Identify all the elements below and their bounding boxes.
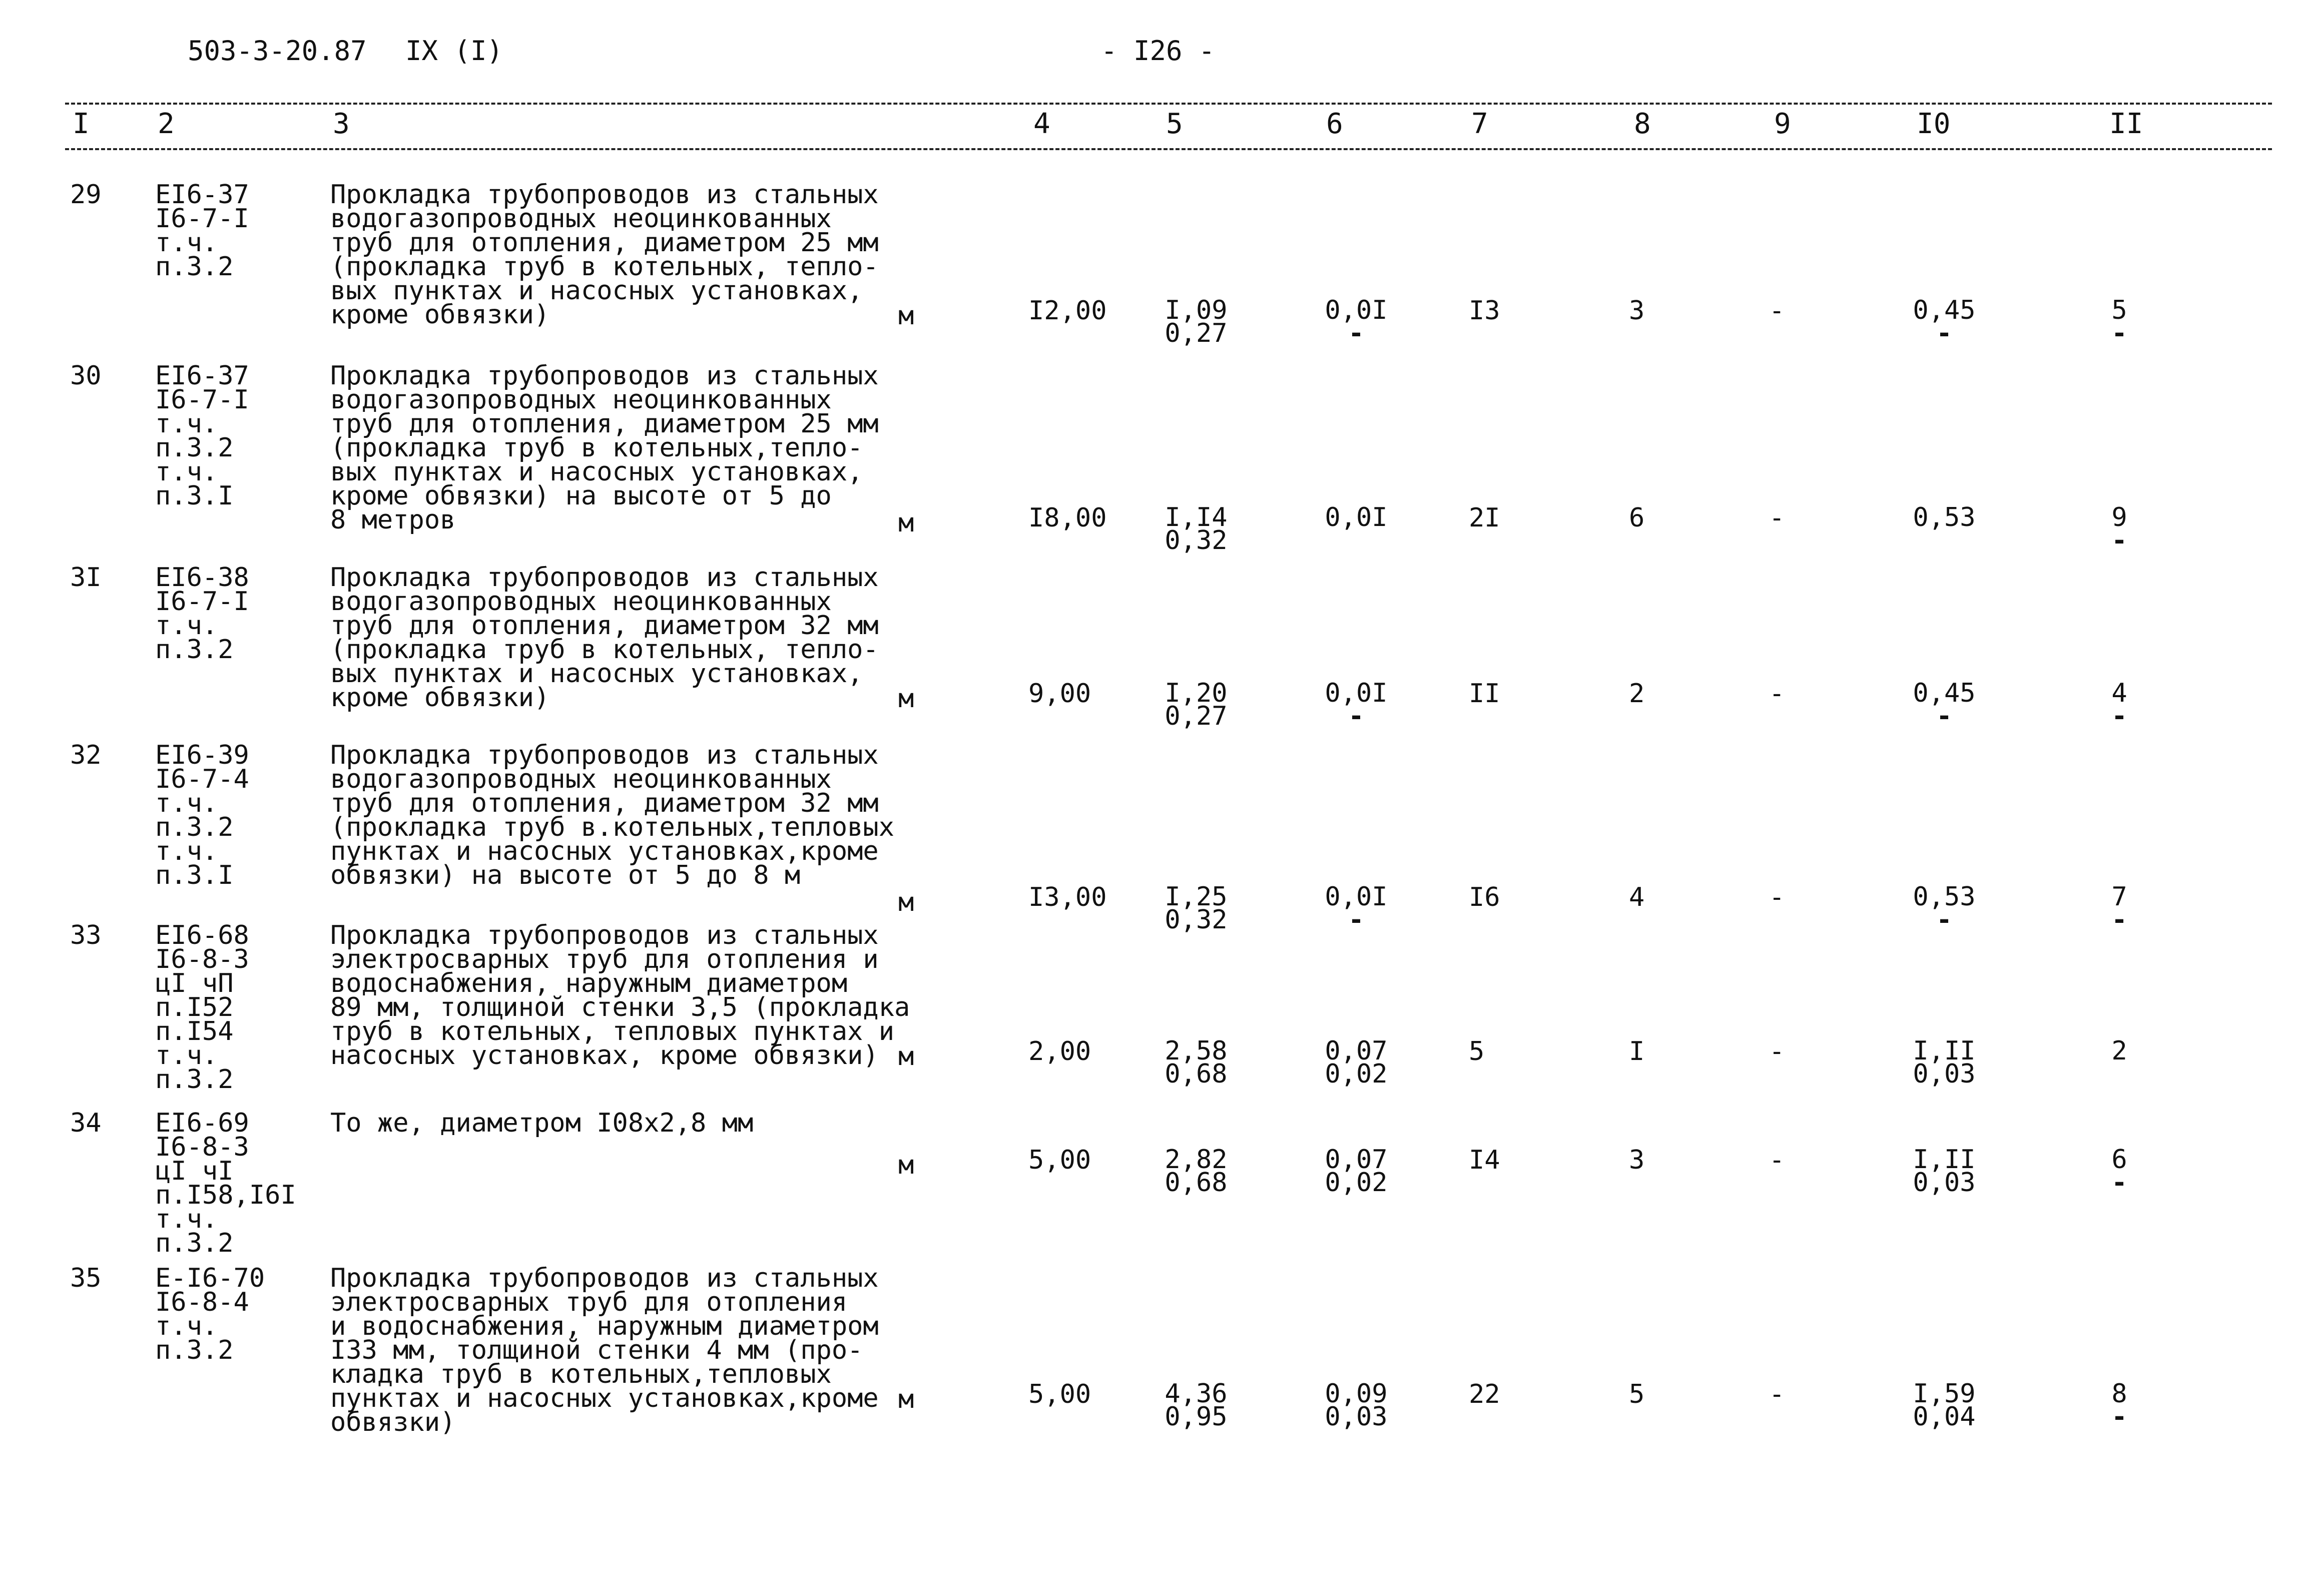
row-codes-line: E-I6-70 bbox=[155, 1263, 265, 1293]
row-col11-bottom bbox=[2084, 1062, 2154, 1086]
row-col10-bottom: 0,03 bbox=[1913, 1059, 1976, 1089]
row-description-line: труб для отопления, диаметром 25 мм bbox=[330, 228, 879, 258]
col-head-11: II bbox=[2109, 108, 2143, 140]
row-col8: 2 bbox=[1629, 679, 1645, 709]
row-unit: м bbox=[898, 1384, 914, 1414]
row-col6-bottom: 0,02 bbox=[1325, 1168, 1388, 1198]
row-col5-bottom: 0,68 bbox=[1165, 1168, 1228, 1198]
row-col11-top: 6 bbox=[2111, 1145, 2127, 1175]
row-description-line: и водоснабжения, наружным диаметром bbox=[330, 1311, 879, 1341]
row-col6 bbox=[1321, 1379, 1391, 1432]
row-codes-line: т.ч. bbox=[155, 836, 218, 866]
row-col10 bbox=[1909, 295, 1979, 348]
row-description-line: (прокладка труб в котельных, тепло- bbox=[330, 252, 879, 282]
row-number: 30 bbox=[70, 361, 102, 391]
col-head-7: 7 bbox=[1471, 108, 1488, 140]
row-col6-top: 0,09 bbox=[1325, 1379, 1388, 1409]
row-codes-line: I6-8-3 bbox=[155, 1132, 249, 1162]
row-col6 bbox=[1321, 1036, 1391, 1089]
row-col11 bbox=[2084, 295, 2154, 348]
row-col5-top: I,I4 bbox=[1165, 502, 1228, 533]
row-col5 bbox=[1161, 1379, 1231, 1432]
row-col7: 2I bbox=[1469, 503, 1500, 533]
row-codes-line: EI6-38 bbox=[155, 563, 249, 593]
row-col6-bottom: - bbox=[1348, 701, 1364, 731]
row-description-line: 89 мм, толщиной стенки 3,5 (прокладка bbox=[330, 992, 910, 1022]
row-col11-top: 9 bbox=[2111, 502, 2127, 533]
row-description-line: Прокладка трубопроводов из стальных bbox=[330, 563, 879, 593]
row-col6-top: 0,0I bbox=[1325, 295, 1388, 325]
row-col10-top: I,II bbox=[1913, 1145, 1976, 1175]
row-description-line: 8 метров bbox=[330, 505, 456, 535]
row-col10-bottom: - bbox=[1936, 701, 1952, 731]
row-col6-top: 0,0I bbox=[1325, 502, 1388, 533]
row-description bbox=[330, 563, 879, 713]
row-col10-bottom: - bbox=[1936, 905, 1952, 935]
row-unit: м bbox=[898, 1041, 914, 1072]
row-unit: м bbox=[898, 301, 914, 331]
row-col11-top: 2 bbox=[2111, 1036, 2127, 1066]
section-label: IX (I) bbox=[405, 35, 503, 67]
row-description bbox=[330, 1108, 754, 1138]
row-col11 bbox=[2084, 1036, 2154, 1086]
row-description-line: Прокладка трубопроводов из стальных bbox=[330, 740, 879, 770]
row-col11-bottom: - bbox=[2111, 905, 2127, 935]
row-col10-bottom: 0,03 bbox=[1913, 1168, 1976, 1198]
row-codes-line: п.3.2 bbox=[155, 1065, 234, 1095]
row-codes-line: EI6-69 bbox=[155, 1108, 249, 1138]
row-col5-bottom: 0,32 bbox=[1165, 525, 1228, 556]
row-col5-bottom: 0,68 bbox=[1165, 1059, 1228, 1089]
row-codes-line: т.ч. bbox=[155, 788, 218, 818]
row-col11-top: 8 bbox=[2111, 1379, 2127, 1409]
row-col10 bbox=[1909, 1036, 1979, 1089]
row-description-line: электросварных труб для отопления и bbox=[330, 944, 879, 974]
row-codes-line: п.3.2 bbox=[155, 1335, 234, 1365]
row-col5-bottom: 0,27 bbox=[1165, 701, 1228, 731]
col-head-6: 6 bbox=[1326, 108, 1343, 140]
col-head-5: 5 bbox=[1166, 108, 1183, 140]
row-codes-line: п.I54 bbox=[155, 1016, 234, 1046]
col-head-10: I0 bbox=[1917, 108, 1951, 140]
row-col9: - bbox=[1769, 1145, 1785, 1175]
row-codes-line: п.I52 bbox=[155, 992, 234, 1022]
row-col8: 5 bbox=[1629, 1379, 1645, 1409]
row-codes-line: I6-7-I bbox=[155, 587, 249, 617]
row-col7: 5 bbox=[1469, 1036, 1485, 1067]
row-codes-line: п.3.2 bbox=[155, 252, 234, 282]
row-col5-top: I,20 bbox=[1165, 678, 1228, 708]
row-col5-top: I,09 bbox=[1165, 295, 1228, 325]
row-codes bbox=[155, 361, 249, 511]
col-head-2: 2 bbox=[158, 108, 175, 140]
row-col5-bottom: 0,32 bbox=[1165, 905, 1228, 935]
row-col10-bottom: - bbox=[1936, 318, 1952, 348]
row-col8: I bbox=[1629, 1036, 1645, 1067]
row-col8: 3 bbox=[1629, 1145, 1645, 1175]
row-col5 bbox=[1161, 502, 1231, 556]
row-description-line: обвязки) bbox=[330, 1407, 456, 1437]
row-quantity: 5,00 bbox=[1028, 1145, 1091, 1175]
row-codes bbox=[155, 740, 249, 890]
row-col8: 4 bbox=[1629, 882, 1645, 912]
row-description-line: Прокладка трубопроводов из стальных bbox=[330, 180, 879, 210]
row-col11-bottom: - bbox=[2111, 318, 2127, 348]
page-number: - I26 - bbox=[1101, 35, 1215, 67]
row-codes-line: I6-7-I bbox=[155, 204, 249, 234]
row-description-line: труб в котельных, тепловых пунктах и bbox=[330, 1016, 895, 1046]
row-col5-top: 4,36 bbox=[1165, 1379, 1228, 1409]
row-quantity: I8,00 bbox=[1028, 503, 1107, 533]
row-quantity: 2,00 bbox=[1028, 1036, 1091, 1067]
row-col10-top: 0,53 bbox=[1913, 502, 1976, 533]
row-codes-line: I6-7-4 bbox=[155, 764, 249, 794]
row-col6-top: 0,07 bbox=[1325, 1036, 1388, 1066]
row-col9: - bbox=[1769, 296, 1785, 326]
row-description-line: кроме обвязки) bbox=[330, 300, 550, 330]
row-codes-line: I6-8-4 bbox=[155, 1287, 249, 1317]
row-col11-bottom: - bbox=[2111, 701, 2127, 731]
row-col7: I3 bbox=[1469, 296, 1500, 326]
row-col9: - bbox=[1769, 1036, 1785, 1067]
row-description-line: водогазопроводных неоцинкованных bbox=[330, 764, 832, 794]
row-number: 33 bbox=[70, 920, 102, 950]
row-description-line: Прокладка трубопроводов из стальных bbox=[330, 361, 879, 391]
row-col9: - bbox=[1769, 679, 1785, 709]
row-col6-bottom: 0,02 bbox=[1325, 1059, 1388, 1089]
col-head-1: I bbox=[73, 108, 90, 140]
row-col5-bottom: 0,27 bbox=[1165, 318, 1228, 348]
row-col5 bbox=[1161, 1036, 1231, 1089]
row-description-line: вых пунктах и насосных установках, bbox=[330, 659, 863, 689]
row-description-line: электросварных труб для отопления bbox=[330, 1287, 848, 1317]
row-codes-line: т.ч. bbox=[155, 409, 218, 439]
row-codes bbox=[155, 1263, 265, 1365]
col-head-4: 4 bbox=[1033, 108, 1050, 140]
row-col10 bbox=[1909, 882, 1979, 935]
row-col10-top: 0,45 bbox=[1913, 295, 1976, 325]
row-col6-top: 0,07 bbox=[1325, 1145, 1388, 1175]
row-codes-line: п.3.2 bbox=[155, 635, 234, 665]
row-description-line: водогазопроводных неоцинкованных bbox=[330, 385, 832, 415]
row-col5 bbox=[1161, 882, 1231, 935]
row-codes-line: п.3.2 bbox=[155, 1228, 234, 1258]
col-head-9: 9 bbox=[1774, 108, 1791, 140]
row-description-line: водогазопроводных неоцинкованных bbox=[330, 204, 832, 234]
row-number: 3I bbox=[70, 563, 102, 593]
row-col10-top: 0,45 bbox=[1913, 678, 1976, 708]
row-codes-line: т.ч. bbox=[155, 1204, 218, 1234]
row-description-line: водоснабжения, наружным диаметром bbox=[330, 968, 848, 998]
row-codes bbox=[155, 180, 249, 282]
row-col5 bbox=[1161, 295, 1231, 348]
row-col10-top: I,II bbox=[1913, 1036, 1976, 1066]
row-codes-line: т.ч. bbox=[155, 1040, 218, 1071]
row-col6-bottom: - bbox=[1348, 905, 1364, 935]
row-description-line: пунктах и насосных установках,кроме bbox=[330, 1383, 879, 1413]
row-description bbox=[330, 1263, 879, 1437]
row-description-line: вых пунктах и насосных установках, bbox=[330, 457, 863, 487]
row-col7: 22 bbox=[1469, 1379, 1500, 1409]
row-col6-bottom: 0,03 bbox=[1325, 1402, 1388, 1432]
row-col6-top: 0,0I bbox=[1325, 882, 1388, 912]
row-col5-bottom: 0,95 bbox=[1165, 1402, 1228, 1432]
col-head-8: 8 bbox=[1634, 108, 1651, 140]
row-col10 bbox=[1909, 1379, 1979, 1432]
row-description-line: (прокладка труб в котельных,тепло- bbox=[330, 433, 863, 463]
row-description bbox=[330, 180, 879, 330]
row-quantity: I2,00 bbox=[1028, 296, 1107, 326]
row-col10 bbox=[1909, 1145, 1979, 1198]
row-col6 bbox=[1321, 1145, 1391, 1198]
row-codes-line: т.ч. bbox=[155, 611, 218, 641]
row-quantity: I3,00 bbox=[1028, 882, 1107, 912]
row-number: 29 bbox=[70, 180, 102, 210]
row-description-line: (прокладка труб в котельных, тепло- bbox=[330, 635, 879, 665]
row-unit: м bbox=[898, 887, 914, 917]
row-description-line: вых пунктах и насосных установках, bbox=[330, 276, 863, 306]
row-description bbox=[330, 740, 895, 890]
row-codes-line: т.ч. bbox=[155, 457, 218, 487]
row-number: 34 bbox=[70, 1108, 102, 1138]
row-col11-bottom: - bbox=[2111, 1402, 2127, 1432]
row-description-line: труб для отопления, диаметром 32 мм bbox=[330, 788, 879, 818]
row-codes-line: цI чП bbox=[155, 968, 234, 998]
row-codes-line: п.I58,I6I bbox=[155, 1180, 296, 1210]
row-col6 bbox=[1321, 678, 1391, 731]
row-col7: II bbox=[1469, 679, 1500, 709]
row-col11-top: 5 bbox=[2111, 295, 2127, 325]
row-col8: 3 bbox=[1629, 296, 1645, 326]
row-col9: - bbox=[1769, 503, 1785, 533]
row-codes-line: EI6-39 bbox=[155, 740, 249, 770]
row-description-line: Прокладка трубопроводов из стальных bbox=[330, 920, 879, 950]
row-description-line: То же, диаметром I08x2,8 мм bbox=[330, 1108, 754, 1138]
row-description bbox=[330, 361, 879, 535]
row-description-line: труб для отопления, диаметром 32 мм bbox=[330, 611, 879, 641]
row-codes-line: I6-8-3 bbox=[155, 944, 249, 974]
row-description-line: пунктах и насосных установках,кроме bbox=[330, 836, 879, 866]
row-col6 bbox=[1321, 295, 1391, 348]
row-codes-line: EI6-68 bbox=[155, 920, 249, 950]
row-col11 bbox=[2084, 1379, 2154, 1432]
row-col5-top: 2,82 bbox=[1165, 1145, 1228, 1175]
row-description-line: I33 мм, толщиной стенки 4 мм (про- bbox=[330, 1335, 863, 1365]
row-col10-top: I,59 bbox=[1913, 1379, 1976, 1409]
row-codes-line: т.ч. bbox=[155, 1311, 218, 1341]
row-description-line: кладка труб в котельных,тепловых bbox=[330, 1359, 832, 1389]
row-codes-line: п.3.2 bbox=[155, 812, 234, 842]
row-codes-line: EI6-37 bbox=[155, 361, 249, 391]
row-number: 35 bbox=[70, 1263, 102, 1293]
row-description-line: (прокладка труб в.котельных,тепловых bbox=[330, 812, 895, 842]
row-col5 bbox=[1161, 678, 1231, 731]
row-col11-top: 7 bbox=[2111, 882, 2127, 912]
row-description-line: Прокладка трубопроводов из стальных bbox=[330, 1263, 879, 1293]
row-unit: м bbox=[898, 1150, 914, 1180]
row-col10 bbox=[1909, 678, 1979, 731]
row-col11 bbox=[2084, 882, 2154, 935]
row-col5 bbox=[1161, 1145, 1231, 1198]
row-col10-bottom: 0,04 bbox=[1913, 1402, 1976, 1432]
row-quantity: 5,00 bbox=[1028, 1379, 1091, 1409]
row-col11-bottom: - bbox=[2111, 1168, 2127, 1198]
row-quantity: 9,00 bbox=[1028, 679, 1091, 709]
row-description-line: обвязки) на высоте от 5 до 8 м bbox=[330, 860, 801, 890]
row-codes bbox=[155, 920, 249, 1095]
row-col11 bbox=[2084, 678, 2154, 731]
row-col9: - bbox=[1769, 1379, 1785, 1409]
row-col5-top: 2,58 bbox=[1165, 1036, 1228, 1066]
row-col5-top: I,25 bbox=[1165, 882, 1228, 912]
row-unit: м bbox=[898, 684, 914, 714]
row-col6-top: 0,0I bbox=[1325, 678, 1388, 708]
doc-code: 503-3-20.87 bbox=[188, 35, 367, 67]
row-col7: I6 bbox=[1469, 882, 1500, 912]
row-description bbox=[330, 920, 910, 1071]
row-col10 bbox=[1909, 502, 1979, 552]
row-codes bbox=[155, 1108, 296, 1258]
row-codes-line: п.3.2 bbox=[155, 433, 234, 463]
row-codes bbox=[155, 563, 249, 665]
row-description-line: кроме обвязки) на высоте от 5 до bbox=[330, 481, 832, 511]
row-description-line: кроме обвязки) bbox=[330, 683, 550, 713]
row-codes-line: цI чI bbox=[155, 1156, 234, 1186]
row-col10-top: 0,53 bbox=[1913, 882, 1976, 912]
row-codes-line: т.ч. bbox=[155, 228, 218, 258]
row-col11 bbox=[2084, 1145, 2154, 1198]
row-col8: 6 bbox=[1629, 503, 1645, 533]
col-head-3: 3 bbox=[333, 108, 350, 140]
row-description-line: насосных установках, кроме обвязки) bbox=[330, 1040, 879, 1071]
row-codes-line: EI6-37 bbox=[155, 180, 249, 210]
row-col11-bottom: - bbox=[2111, 525, 2127, 556]
row-number: 32 bbox=[70, 740, 102, 770]
row-codes-line: п.3.I bbox=[155, 481, 234, 511]
row-col6 bbox=[1321, 882, 1391, 935]
row-col6-bottom: - bbox=[1348, 318, 1364, 348]
row-col11-top: 4 bbox=[2111, 678, 2127, 708]
row-description-line: труб для отопления, диаметром 25 мм bbox=[330, 409, 879, 439]
row-codes-line: I6-7-I bbox=[155, 385, 249, 415]
row-codes-line: п.3.I bbox=[155, 860, 234, 890]
row-col9: - bbox=[1769, 882, 1785, 912]
row-unit: м bbox=[898, 508, 914, 538]
row-col11 bbox=[2084, 502, 2154, 556]
row-description-line: водогазопроводных неоцинкованных bbox=[330, 587, 832, 617]
row-col6 bbox=[1321, 502, 1391, 552]
row-col7: I4 bbox=[1469, 1145, 1500, 1175]
